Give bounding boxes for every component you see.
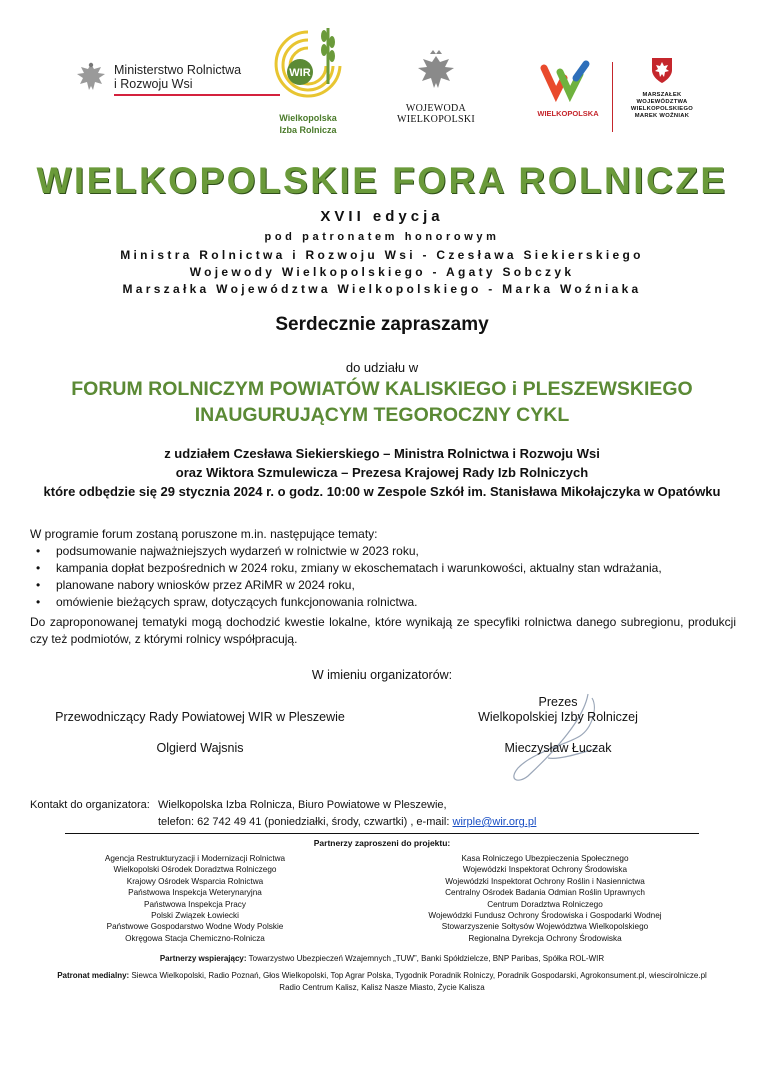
edition-label: XVII edycja bbox=[320, 208, 444, 225]
marszalek-line1: MARSZAŁEK bbox=[642, 92, 682, 98]
list-item: • planowane nabory wniosków przez ARiMR w 2024 roku, bbox=[30, 577, 740, 594]
right-signatory-role-line1: Prezes bbox=[538, 695, 578, 709]
program-extra-note: Do zaproponowanej tematyki mogą dochodzić kwestie lokalne, które wynikają ze specyfiki rolnictwa danego subregionu, produkcji czy też podmiotów, z którymi rolnicy współpracują. bbox=[30, 615, 736, 646]
supporting-partners-label: Partnerzy wspierający: bbox=[159, 954, 247, 963]
list-item: Okręgowa Stacja Chemiczno-Rolnicza bbox=[125, 933, 265, 943]
wheat-icon bbox=[272, 24, 344, 106]
logos-row bbox=[0, 24, 764, 136]
contact-phone-line bbox=[158, 814, 536, 831]
media-patronage-label: Patronat medialny: bbox=[57, 971, 130, 980]
wojewoda-logo bbox=[366, 48, 506, 125]
list-item: • omówienie bieżących spraw, dotyczących funkcjonowania rolnictwa. bbox=[30, 594, 740, 611]
media-patronage-text-line2: Radio Centrum Kalisz, Kalisz Nasze Miasto, Życie Kalisza bbox=[279, 983, 485, 992]
forum-title-line1: FORUM ROLNICZYM POWIATÓW KALISKIEGO i PLESZEWSKIEGO bbox=[71, 378, 693, 400]
coat-of-arms-icon bbox=[650, 56, 674, 84]
supporting-partners bbox=[0, 954, 764, 963]
media-patronage bbox=[40, 970, 724, 994]
list-item: Regionalna Dyrekcja Ochrony Środowiska bbox=[468, 933, 622, 943]
ministry-red-bar bbox=[114, 94, 280, 96]
left-signatory-name: Olgierd Wajsnis bbox=[156, 741, 244, 755]
contact-email-link[interactable]: wirple@wir.org.pl bbox=[452, 816, 537, 828]
media-patronage-text: Siewca Wielkopolski, Radio Poznań, Głos Wielkopolski, Top Agrar Polska, Tygodnik Poradnik Rolniczy, Poradnik Gospodarski, Agrokonsument.pl, wiescirolnicze.pl bbox=[129, 971, 707, 980]
program-section bbox=[30, 526, 740, 611]
forum-title-line2: INAUGURUJĄCYM TEGOROCZNY CYKL bbox=[194, 404, 570, 426]
page-title: WIELKOPOLSKIE FORA ROLNICZE bbox=[36, 160, 728, 201]
list-item: • kampania dopłat bezpośrednich w 2024 roku, zmiany w ekoschematach i warunkowości, aktualny stan wdrażania, bbox=[30, 560, 740, 577]
on-behalf-label: W imieniu organizatorów: bbox=[311, 668, 453, 682]
wir-caption-line2: Izba Rolnicza bbox=[279, 125, 337, 135]
list-item: Centralny Ośrodek Badania Odmian Roślin Uprawnych bbox=[445, 888, 645, 898]
wir-inner-text: WIR bbox=[289, 67, 311, 79]
section-divider bbox=[65, 833, 699, 834]
invitation-heading: Serdecznie zapraszamy bbox=[275, 314, 489, 335]
list-item: Krajowy Ośrodek Wsparcia Rolnictwa bbox=[126, 876, 264, 886]
patron-minister: Ministra Rolnictwa i Rozwoju Wsi - Czesława Siekierskiego bbox=[120, 248, 644, 262]
patron-marszalek: Marszałka Województwa Wielkopolskiego - Marka Woźniaka bbox=[122, 282, 642, 296]
partners-heading: Partnerzy zaproszeni do projektu: bbox=[313, 838, 451, 848]
right-signatory-name: Mieczysław Łuczak bbox=[504, 741, 612, 755]
list-item: Państwowa Inspekcja Weterynaryjna bbox=[128, 888, 262, 898]
list-item: Stowarzyszenie Sołtysów Województwa Wielkopolskiego bbox=[441, 922, 649, 932]
left-signatory-role: Przewodniczący Rady Powiatowej WIR w Pleszewie bbox=[55, 710, 345, 724]
marszalek-line3: WIELKOPOLSKIEGO bbox=[630, 106, 694, 112]
contact-address: Wielkopolska Izba Rolnicza, Biuro Powiatowe w Pleszewie, bbox=[158, 799, 447, 811]
contact-phone: telefon: 62 742 49 41 (poniedziałki, środy, czwartki) , e-mail: bbox=[158, 816, 453, 828]
list-item: Wielkopolski Ośrodek Doradztwa Rolniczego bbox=[113, 865, 277, 875]
list-item: Państwowe Gospodarstwo Wodne Wody Polskie bbox=[106, 922, 284, 932]
list-item: • podsumowanie najważniejszych wydarzeń w rolnictwie w 2023 roku, bbox=[30, 543, 740, 560]
list-item: Wojewódzki Inspektorat Ochrony Roślin i Nasiennictwa bbox=[445, 876, 645, 886]
patronage-label: pod patronatem honorowym bbox=[264, 231, 500, 243]
list-item: Agencja Restrukturyzacji i Modernizacji Rolnictwa bbox=[104, 854, 286, 863]
program-list bbox=[30, 543, 740, 611]
wir-caption-line1: Wielkopolska bbox=[279, 113, 337, 123]
list-item: Centrum Doradztwa Rolniczego bbox=[487, 899, 603, 909]
guest-minister: z udziałem Czesława Siekierskiego – Ministra Rolnictwa i Rozwoju Wsi bbox=[164, 446, 600, 461]
logo-divider bbox=[612, 62, 613, 132]
partners-left-column bbox=[60, 853, 330, 944]
ministry-logo bbox=[74, 60, 241, 94]
marszalek-logo bbox=[622, 56, 702, 120]
ministry-name-line1: Ministerstwo Rolnictwa bbox=[114, 63, 242, 77]
wir-logo bbox=[268, 24, 348, 135]
marszalek-line2: WOJEWÓDZTWA bbox=[636, 99, 688, 105]
wojewoda-caption: WOJEWODA WIELKOPOLSKI bbox=[396, 103, 476, 125]
guest-president: oraz Wiktora Szmulewicza – Prezesa Krajowej Rady Izb Rolniczych bbox=[175, 465, 589, 480]
eagle-icon bbox=[74, 60, 108, 94]
marszalek-line4: MAREK WOŹNIAK bbox=[634, 113, 690, 119]
partners-right-column bbox=[400, 853, 690, 944]
program-intro: W programie forum zostaną poruszone m.in. następujące tematy: bbox=[30, 527, 378, 541]
list-item: Kasa Rolniczego Ubezpieczenia Społecznego bbox=[461, 854, 629, 863]
wielkopolska-caption: WIELKOPOLSKA bbox=[537, 109, 599, 118]
list-item: Wojewódzki Fundusz Ochrony Środowiska i Gospodarki Wodnej bbox=[428, 911, 662, 921]
list-item: Polski Związek Łowiecki bbox=[151, 911, 239, 921]
list-item: Państwowa Inspekcja Pracy bbox=[144, 899, 246, 909]
list-item: Wojewódzki Inspektorat Ochrony Środowiska bbox=[462, 865, 628, 875]
supporting-partners-text: Towarzystwo Ubezpieczeń Wzajemnych „TUW”, Banki Spółdzielcze, BNP Paribas, Spółka ROL-WIR bbox=[246, 954, 605, 963]
event-date-place: które odbędzie się 29 stycznia 2024 r. o godz. 10:00 w Zespole Szkół im. Stanisława Mikołajczyka w Opatówku bbox=[43, 484, 721, 499]
invitation-intro: do udziału w bbox=[345, 360, 419, 375]
wielkopolska-logo bbox=[536, 58, 600, 118]
crowned-eagle-icon bbox=[416, 48, 456, 92]
contact-label: Kontakt do organizatora: bbox=[30, 799, 150, 811]
wielkopolska-w-icon bbox=[540, 58, 596, 102]
patron-wojewoda: Wojewody Wielkopolskiego - Agaty Sobczyk bbox=[189, 265, 575, 279]
right-signatory-role-line2: Wielkopolskiej Izby Rolniczej bbox=[478, 710, 638, 724]
ministry-name-line2: i Rozwoju Wsi bbox=[114, 77, 193, 91]
